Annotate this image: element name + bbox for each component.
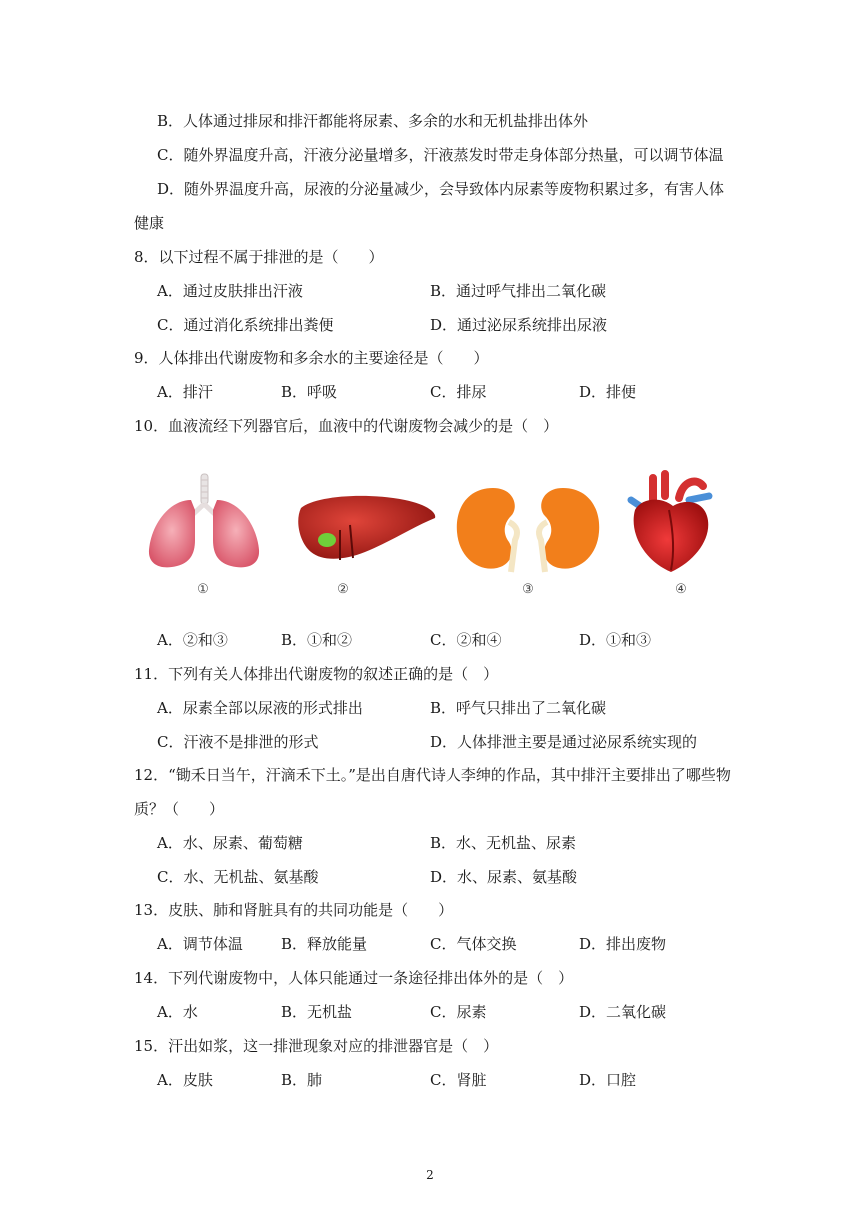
lungs-image (139, 470, 269, 575)
q13-option-a: A．调节体温 (157, 935, 243, 953)
q11-option-d: D．人体排泄主要是通过泌尿系统实现的 (430, 733, 698, 751)
q14-option-d: D．二氧化碳 (579, 1003, 667, 1021)
q11-option-b: B．呼气只排出了二氧化碳 (430, 699, 607, 717)
kidneys-image (453, 480, 603, 575)
page-number: 2 (426, 1168, 434, 1182)
q12-option-a: A．水、尿素、葡萄糖 (157, 834, 303, 852)
q7-option-b: B．人体通过排尿和排汗都能将尿素、多余的水和无机盐排出体外 (157, 112, 589, 130)
q15-option-a: A．皮肤 (157, 1071, 213, 1089)
q14-option-c: C．尿素 (430, 1003, 487, 1021)
figure-label-2: ② (337, 582, 349, 597)
q13-stem: 13．皮肤、肺和肾脏具有的共同功能是（ ） (134, 901, 454, 919)
q8-option-a: A．通过皮肤排出汗液 (157, 282, 303, 300)
q7-option-c: C．随外界温度升高，汗液分泌量增多，汗液蒸发时带走身体部分热量，可以调节体温 (157, 146, 724, 164)
q12-stem-cont: 质？（ ） (134, 800, 225, 818)
q9-option-d: D．排便 (579, 383, 637, 401)
liver-image (295, 490, 440, 570)
q9-stem: 9．人体排出代谢废物和多余水的主要途径是（ ） (134, 349, 489, 367)
q14-option-a: A．水 (157, 1003, 198, 1021)
q12-option-c: C．水、无机盐、氨基酸 (157, 868, 319, 886)
q11-option-c: C．汗液不是排泄的形式 (157, 733, 319, 751)
q13-option-d: D．排出废物 (579, 935, 667, 953)
q15-stem: 15．汗出如浆，这一排泄现象对应的排泄器官是（ ） (134, 1037, 499, 1055)
figure-label-1: ① (197, 582, 209, 597)
q14-option-b: B．无机盐 (281, 1003, 353, 1021)
q11-stem: 11．下列有关人体排出代谢废物的叙述正确的是（ ） (134, 665, 499, 683)
q13-option-b: B．释放能量 (281, 935, 368, 953)
q10-stem: 10．血液流经下列器官后，血液中的代谢废物会减少的是（ ） (134, 417, 559, 435)
q8-stem: 8．以下过程不属于排泄的是（ ） (134, 248, 384, 266)
q10-option-d: D．①和③ (579, 631, 652, 649)
q9-option-c: C．排尿 (430, 383, 487, 401)
heart-image (623, 470, 718, 580)
q11-option-a: A．尿素全部以尿液的形式排出 (157, 699, 363, 717)
q14-stem: 14．下列代谢废物中，人体只能通过一条途径排出体外的是（ ） (134, 969, 574, 987)
q9-option-a: A．排汗 (157, 383, 213, 401)
q10-organ-figures (135, 470, 735, 610)
q15-option-c: C．肾脏 (430, 1071, 487, 1089)
q7-option-d: D．随外界温度升高，尿液的分泌量减少，会导致体内尿素等废物积累过多，有害人体 (157, 180, 725, 198)
figure-label-3: ③ (522, 582, 534, 597)
q12-option-b: B．水、无机盐、尿素 (430, 834, 577, 852)
q10-option-a: A．②和③ (157, 631, 228, 649)
q15-option-b: B．肺 (281, 1071, 323, 1089)
q8-option-b: B．通过呼气排出二氧化碳 (430, 282, 607, 300)
q8-option-c: C．通过消化系统排出粪便 (157, 316, 334, 334)
q8-option-d: D．通过泌尿系统排出尿液 (430, 316, 608, 334)
figure-label-4: ④ (675, 582, 687, 597)
q12-option-d: D．水、尿素、氨基酸 (430, 868, 578, 886)
q13-option-c: C．气体交换 (430, 935, 517, 953)
q15-option-d: D．口腔 (579, 1071, 637, 1089)
q7-option-d-cont: 健康 (134, 214, 165, 232)
q10-option-c: C．②和④ (430, 631, 502, 649)
q9-option-b: B．呼吸 (281, 383, 338, 401)
q10-option-b: B．①和② (281, 631, 353, 649)
q12-stem: 12．“锄禾日当午，汗滴禾下土。”是出自唐代诗人李绅的作品，其中排汗主要排出了哪些物 (134, 766, 731, 784)
